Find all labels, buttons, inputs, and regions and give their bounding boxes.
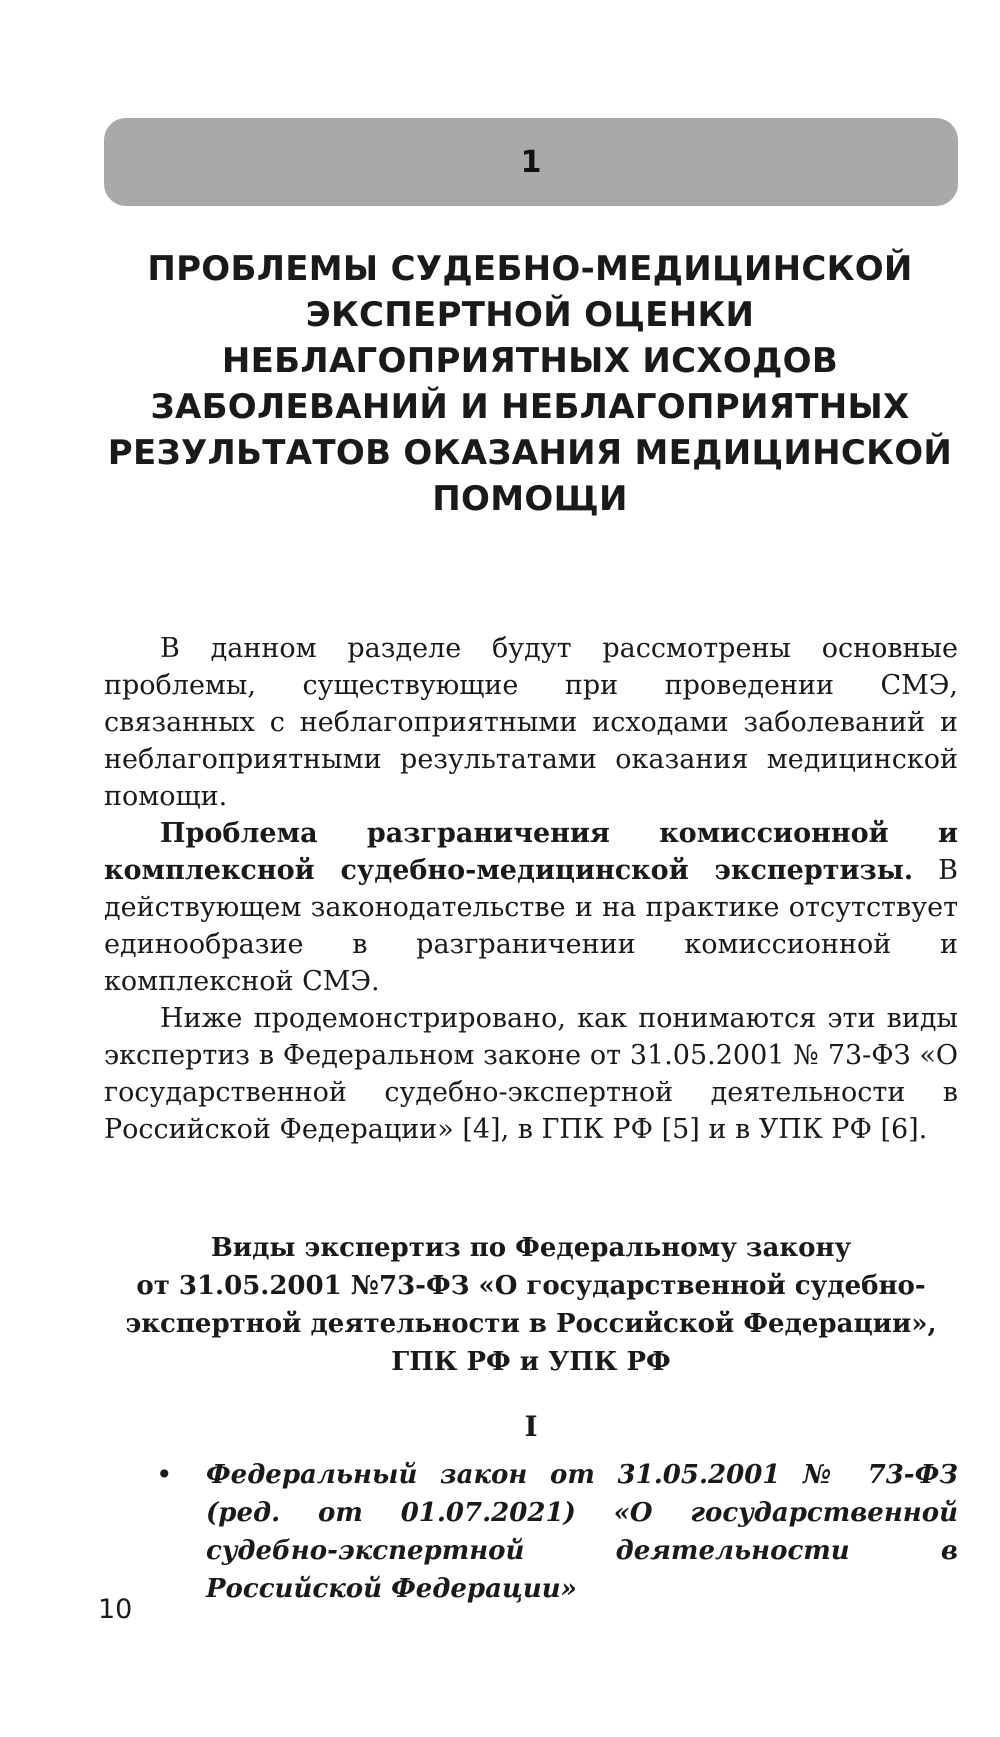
chapter-number: 1 <box>520 144 542 180</box>
chapter-title-line: ЭКСПЕРТНОЙ ОЦЕНКИ <box>305 295 755 335</box>
chapter-title-line: РЕЗУЛЬТАТОВ ОКАЗАНИЯ МЕДИЦИНСКОЙ <box>107 433 953 473</box>
section-subheading <box>104 1229 958 1381</box>
subheading-line: ГПК РФ и УПК РФ <box>391 1347 671 1377</box>
chapter-title <box>100 246 960 522</box>
law-reference-paragraph: Ниже продемонстрировано, как понимаются эти виды экспертиз в Федеральном законе от 31.05.2001 № 73-ФЗ «О государственной судебно-экспертной деятельности в Российской Федерации» [4], в ГПК РФ [5] и в УПК РФ [6]. <box>104 1003 958 1145</box>
chapter-number-banner <box>104 118 958 206</box>
list-item-text: Федеральный закон от 31.05.2001 № 73-ФЗ (ред. от 01.07.2021) «О государственной судебно-экспертной деятельности в Российской Федерации» <box>206 1460 958 1604</box>
body-text <box>104 630 958 1148</box>
list-item <box>156 1456 958 1608</box>
chapter-title-line: ПОМОЩИ <box>432 479 628 519</box>
bullet-icon: • <box>156 1458 173 1491</box>
subheading-line: от 31.05.2001 №73-ФЗ «О государственной судебно- <box>136 1271 926 1301</box>
problem-heading: Проблема разграничения комиссионной и комплексной судебно-медицинской экспертизы. <box>104 818 958 886</box>
chapter-title-line: НЕБЛАГОПРИЯТНЫХ ИСХОДОВ <box>221 341 839 381</box>
chapter-title-line: ПРОБЛЕМЫ СУДЕБНО-МЕДИЦИНСКОЙ <box>147 249 913 289</box>
roman-numeral: I <box>524 1410 538 1443</box>
subheading-line: экспертной деятельности в Российской Федерации», <box>125 1309 937 1339</box>
problem-paragraph <box>104 815 958 1000</box>
chapter-title-line: ЗАБОЛЕВАНИЙ И НЕБЛАГОПРИЯТНЫХ <box>150 387 910 427</box>
problem-text: В действующем законодательстве и на практике отсутствует единообразие в разграничении комиссионной и комплексной СМЭ. <box>104 855 958 997</box>
subheading-line: Виды экспертиз по Федеральному закону <box>210 1233 852 1263</box>
intro-paragraph: В данном разделе будут рассмотрены основные проблемы, существующие при проведении СМЭ, связанных с неблагоприятными исходами заболеваний и неблагоприятными результатами оказания медицинской помощи. <box>104 633 958 812</box>
page-number: 10 <box>98 1594 133 1625</box>
